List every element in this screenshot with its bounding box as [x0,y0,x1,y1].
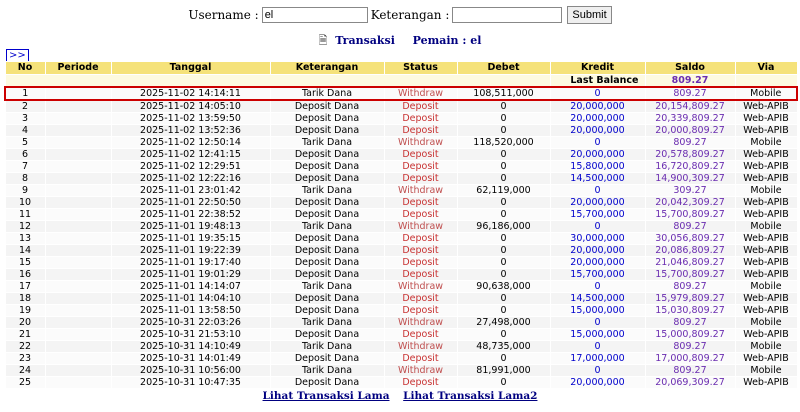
cell-tanggal: 2025-11-02 13:52:36 [111,125,270,137]
cell-no: 5 [5,137,45,149]
table-row [5,341,797,353]
cell-kredit: 0 [550,317,645,329]
cell-periode [45,125,111,137]
cell-debet: 0 [457,113,550,125]
keterangan-input[interactable] [452,7,562,23]
cell-keterangan: Deposit Dana [270,197,384,209]
cell-via: Mobile [735,87,797,100]
cell-saldo: 20,086,809.27 [645,245,735,257]
cell-status: Deposit [384,329,457,341]
cell-saldo: 15,030,809.27 [645,305,735,317]
cell-tanggal: 2025-11-01 14:14:07 [111,281,270,293]
cell-kredit: 20,000,000 [550,125,645,137]
cell-tanggal: 2025-10-31 22:03:26 [111,317,270,329]
cell-via: Web-APIB [735,100,797,113]
column-header: No [5,62,45,75]
table-row [5,161,797,173]
table-row [5,113,797,125]
table-header-row [5,62,797,75]
cell-periode [45,209,111,221]
cell-status: Withdraw [384,365,457,377]
cell-periode [45,305,111,317]
cell-status: Deposit [384,377,457,389]
table-row [5,87,797,100]
cell-tanggal: 2025-11-02 14:14:11 [111,87,270,100]
cell-periode [45,173,111,185]
cell-debet: 0 [457,161,550,173]
cell-keterangan: Deposit Dana [270,353,384,365]
cell-keterangan: Tarik Dana [270,137,384,149]
cell-periode [45,281,111,293]
cell-debet: 48,735,000 [457,341,550,353]
column-header: Saldo [645,62,735,75]
table-row [5,281,797,293]
cell-keterangan: Deposit Dana [270,329,384,341]
cell-debet: 0 [457,100,550,113]
cell-kredit: 14,500,000 [550,293,645,305]
cell-kredit: 20,000,000 [550,245,645,257]
cell-no: 11 [5,209,45,221]
cell-tanggal: 2025-10-31 10:47:35 [111,377,270,389]
cell-status: Withdraw [384,87,457,100]
cell-debet: 0 [457,305,550,317]
cell-kredit: 14,500,000 [550,173,645,185]
cell-keterangan: Deposit Dana [270,245,384,257]
cell-saldo: 20,339,809.27 [645,113,735,125]
cell-tanggal: 2025-11-02 12:50:14 [111,137,270,149]
cell-kredit: 20,000,000 [550,377,645,389]
cell-keterangan: Deposit Dana [270,161,384,173]
cell-periode [45,365,111,377]
cell-tanggal: 2025-11-01 19:22:39 [111,245,270,257]
cell-periode [45,149,111,161]
cell-no: 12 [5,221,45,233]
cell-no: 8 [5,173,45,185]
cell-periode [45,269,111,281]
cell-no: 4 [5,125,45,137]
cell-kredit: 0 [550,281,645,293]
cell-no: 9 [5,185,45,197]
cell-saldo: 17,000,809.27 [645,353,735,365]
cell-via: Web-APIB [735,233,797,245]
table-row [5,293,797,305]
cell-no: 13 [5,233,45,245]
cell-keterangan: Deposit Dana [270,269,384,281]
cell-status: Withdraw [384,221,457,233]
expand-button[interactable]: >> [6,49,29,62]
cell-status: Withdraw [384,137,457,149]
cell-saldo: 15,979,809.27 [645,293,735,305]
cell-status: Deposit [384,245,457,257]
cell-tanggal: 2025-11-01 19:48:13 [111,221,270,233]
table-row [5,137,797,149]
cell-via: Mobile [735,281,797,293]
table-row [5,149,797,161]
cell-no: 25 [5,377,45,389]
cell-periode [45,197,111,209]
table-row [5,173,797,185]
cell-debet: 62,119,000 [457,185,550,197]
cell-periode [45,137,111,149]
table-row [5,257,797,269]
column-header: Tanggal [111,62,270,75]
username-label: Username : [188,8,259,22]
cell-debet: 0 [457,197,550,209]
cell-status: Deposit [384,209,457,221]
cell-debet: 0 [457,377,550,389]
table-row [5,245,797,257]
table-row [5,209,797,221]
cell-via: Web-APIB [735,161,797,173]
cell-no: 10 [5,197,45,209]
cell-no: 3 [5,113,45,125]
cell-tanggal: 2025-11-02 12:22:16 [111,173,270,185]
last-balance-value: 809.27 [645,75,735,88]
cell-keterangan: Tarik Dana [270,317,384,329]
cell-tanggal: 2025-11-01 22:50:50 [111,197,270,209]
cell-saldo: 809.27 [645,317,735,329]
username-input[interactable] [262,7,368,23]
cell-status: Deposit [384,353,457,365]
table-row [5,125,797,137]
cell-debet: 0 [457,257,550,269]
cell-debet: 81,991,000 [457,365,550,377]
cell-kredit: 0 [550,137,645,149]
page-title [0,32,800,51]
cell-keterangan: Deposit Dana [270,293,384,305]
cell-keterangan: Tarik Dana [270,221,384,233]
cell-via: Mobile [735,317,797,329]
cell-status: Deposit [384,100,457,113]
cell-tanggal: 2025-11-01 22:38:52 [111,209,270,221]
cell-no: 21 [5,329,45,341]
table-row [5,185,797,197]
cell-periode [45,113,111,125]
table-row [5,377,797,389]
cell-status: Deposit [384,197,457,209]
cell-keterangan: Tarik Dana [270,365,384,377]
cell-periode [45,377,111,389]
cell-via: Web-APIB [735,269,797,281]
cell-kredit: 20,000,000 [550,197,645,209]
cell-status: Deposit [384,161,457,173]
cell-periode [45,185,111,197]
cell-status: Deposit [384,269,457,281]
table-row [5,269,797,281]
cell-saldo: 30,056,809.27 [645,233,735,245]
cell-debet: 0 [457,125,550,137]
cell-via: Mobile [735,365,797,377]
submit-button[interactable]: Submit [567,6,611,24]
cell-status: Deposit [384,149,457,161]
cell-no: 7 [5,161,45,173]
cell-via: Web-APIB [735,293,797,305]
cell-saldo: 14,900,309.27 [645,173,735,185]
cell-saldo: 20,578,809.27 [645,149,735,161]
cell-kredit: 15,000,000 [550,329,645,341]
cell-status: Deposit [384,125,457,137]
cell-tanggal: 2025-11-01 14:04:10 [111,293,270,305]
cell-via: Web-APIB [735,245,797,257]
search-form [0,5,800,25]
link-transaksi-lama2[interactable]: Lihat Transaksi Lama2 [403,390,538,402]
cell-periode [45,341,111,353]
cell-kredit: 20,000,000 [550,257,645,269]
cell-saldo: 809.27 [645,87,735,100]
cell-debet: 0 [457,149,550,161]
cell-periode [45,245,111,257]
cell-saldo: 309.27 [645,185,735,197]
table-row [5,100,797,113]
cell-status: Withdraw [384,317,457,329]
title-pemain: Pemain : el [412,34,482,47]
cell-kredit: 0 [550,87,645,100]
cell-saldo: 809.27 [645,221,735,233]
column-header: Status [384,62,457,75]
table-row [5,365,797,377]
cell-saldo: 16,720,809.27 [645,161,735,173]
cell-keterangan: Deposit Dana [270,173,384,185]
column-header: Periode [45,62,111,75]
cell-via: Web-APIB [735,149,797,161]
cell-no: 16 [5,269,45,281]
cell-keterangan: Deposit Dana [270,125,384,137]
table-row [5,317,797,329]
cell-via: Mobile [735,341,797,353]
link-transaksi-lama[interactable]: Lihat Transaksi Lama [262,390,390,402]
cell-periode [45,100,111,113]
cell-debet: 0 [457,209,550,221]
cell-periode [45,257,111,269]
cell-no: 23 [5,353,45,365]
cell-keterangan: Deposit Dana [270,113,384,125]
cell-saldo: 21,046,809.27 [645,257,735,269]
cell-saldo: 20,154,809.27 [645,100,735,113]
cell-debet: 96,186,000 [457,221,550,233]
cell-no: 1 [5,87,45,100]
cell-status: Deposit [384,233,457,245]
cell-via: Mobile [735,185,797,197]
cell-debet: 108,511,000 [457,87,550,100]
cell-debet: 0 [457,293,550,305]
cell-no: 15 [5,257,45,269]
cell-no: 6 [5,149,45,161]
table-row [5,353,797,365]
cell-keterangan: Tarik Dana [270,87,384,100]
cell-no: 18 [5,293,45,305]
cell-periode [45,161,111,173]
cell-tanggal: 2025-11-01 19:17:40 [111,257,270,269]
cell-tanggal: 2025-11-01 23:01:42 [111,185,270,197]
cell-kredit: 20,000,000 [550,149,645,161]
cell-tanggal: 2025-11-02 14:05:10 [111,100,270,113]
cell-saldo: 809.27 [645,137,735,149]
table-row [5,233,797,245]
column-header: Via [735,62,797,75]
cell-kredit: 0 [550,365,645,377]
cell-tanggal: 2025-11-02 13:59:50 [111,113,270,125]
cell-kredit: 17,000,000 [550,353,645,365]
cell-keterangan: Deposit Dana [270,233,384,245]
cell-saldo: 15,700,809.27 [645,209,735,221]
cell-no: 17 [5,281,45,293]
cell-saldo: 15,700,809.27 [645,269,735,281]
cell-debet: 0 [457,329,550,341]
last-balance-row [5,75,797,88]
cell-saldo: 20,069,309.27 [645,377,735,389]
cell-debet: 0 [457,269,550,281]
cell-debet: 90,638,000 [457,281,550,293]
cell-via: Web-APIB [735,197,797,209]
table-row [5,197,797,209]
cell-tanggal: 2025-11-02 12:41:15 [111,149,270,161]
cell-via: Web-APIB [735,305,797,317]
cell-debet: 0 [457,233,550,245]
cell-via: Web-APIB [735,209,797,221]
footer-links [0,390,800,402]
cell-status: Deposit [384,305,457,317]
cell-tanggal: 2025-10-31 14:01:49 [111,353,270,365]
cell-tanggal: 2025-10-31 14:10:49 [111,341,270,353]
cell-saldo: 809.27 [645,365,735,377]
cell-via: Web-APIB [735,329,797,341]
cell-kredit: 20,000,000 [550,113,645,125]
cell-kredit: 15,000,000 [550,305,645,317]
cell-periode [45,329,111,341]
transaction-table [4,61,798,389]
cell-debet: 0 [457,173,550,185]
cell-keterangan: Deposit Dana [270,305,384,317]
cell-periode [45,221,111,233]
cell-via: Web-APIB [735,257,797,269]
keterangan-label: Keterangan : [370,8,450,22]
cell-periode [45,293,111,305]
cell-kredit: 30,000,000 [550,233,645,245]
cell-no: 19 [5,305,45,317]
cell-periode [45,87,111,100]
cell-tanggal: 2025-11-01 19:01:29 [111,269,270,281]
cell-saldo: 15,000,809.27 [645,329,735,341]
cell-keterangan: Deposit Dana [270,149,384,161]
cell-via: Mobile [735,137,797,149]
cell-tanggal: 2025-10-31 21:53:10 [111,329,270,341]
table-row [5,305,797,317]
cell-via: Web-APIB [735,353,797,365]
cell-keterangan: Deposit Dana [270,377,384,389]
cell-periode [45,353,111,365]
cell-saldo: 809.27 [645,341,735,353]
cell-status: Withdraw [384,341,457,353]
cell-kredit: 15,700,000 [550,269,645,281]
document-icon: 🗎 [318,34,328,47]
cell-periode [45,317,111,329]
cell-tanggal: 2025-11-01 19:35:15 [111,233,270,245]
cell-keterangan: Deposit Dana [270,100,384,113]
cell-saldo: 809.27 [645,281,735,293]
cell-periode [45,233,111,245]
cell-via: Web-APIB [735,113,797,125]
cell-tanggal: 2025-11-02 12:29:51 [111,161,270,173]
cell-keterangan: Tarik Dana [270,341,384,353]
cell-saldo: 20,042,309.27 [645,197,735,209]
cell-debet: 0 [457,245,550,257]
cell-kredit: 0 [550,221,645,233]
cell-via: Mobile [735,221,797,233]
cell-status: Deposit [384,113,457,125]
column-header: Debet [457,62,550,75]
table-row [5,329,797,341]
cell-kredit: 0 [550,341,645,353]
cell-no: 20 [5,317,45,329]
cell-no: 24 [5,365,45,377]
cell-debet: 27,498,000 [457,317,550,329]
cell-keterangan: Deposit Dana [270,209,384,221]
cell-kredit: 15,700,000 [550,209,645,221]
table-row [5,221,797,233]
cell-saldo: 20,000,809.27 [645,125,735,137]
cell-keterangan: Deposit Dana [270,257,384,269]
cell-tanggal: 2025-11-01 13:58:50 [111,305,270,317]
cell-via: Web-APIB [735,173,797,185]
cell-keterangan: Tarik Dana [270,281,384,293]
cell-no: 22 [5,341,45,353]
cell-status: Withdraw [384,281,457,293]
cell-debet: 118,520,000 [457,137,550,149]
title-transaksi: Transaksi [335,34,395,47]
column-header: Kredit [550,62,645,75]
cell-status: Deposit [384,293,457,305]
column-header: Keterangan [270,62,384,75]
cell-status: Deposit [384,173,457,185]
cell-debet: 0 [457,353,550,365]
last-balance-label: Last Balance [550,75,645,88]
cell-keterangan: Tarik Dana [270,185,384,197]
cell-tanggal: 2025-10-31 10:56:00 [111,365,270,377]
cell-no: 14 [5,245,45,257]
cell-kredit: 0 [550,185,645,197]
cell-via: Web-APIB [735,125,797,137]
cell-kredit: 15,800,000 [550,161,645,173]
cell-status: Deposit [384,257,457,269]
cell-kredit: 20,000,000 [550,100,645,113]
cell-status: Withdraw [384,185,457,197]
cell-via: Web-APIB [735,377,797,389]
cell-no: 2 [5,100,45,113]
